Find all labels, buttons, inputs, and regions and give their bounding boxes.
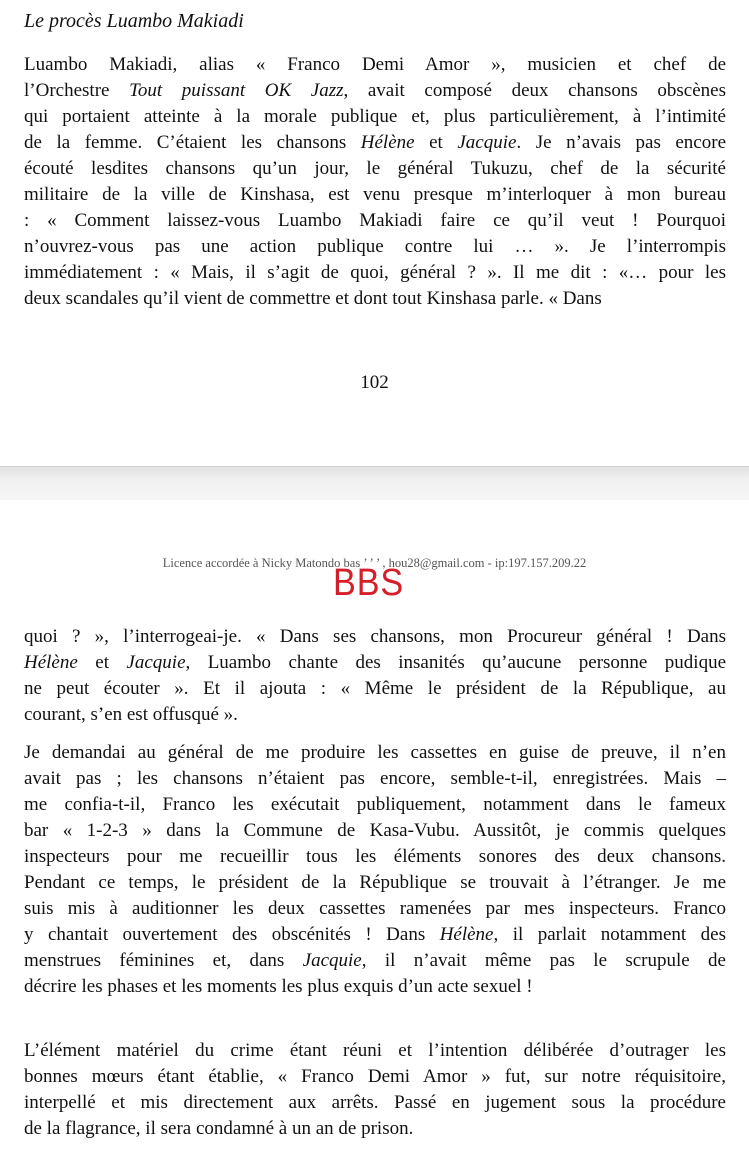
text-line [24,974,726,1000]
text-run: deux scandales qu’il vient de commettre et dont tout Kinshasa parle. « Dans [24,288,602,309]
text-run: , avait composé deux chansons obscènes [343,80,726,101]
text-run: quoi ? », l’interrogeai-je. « Dans ses chansons, mon Procureur général ! Dans [24,626,726,647]
paragraph-1 [24,52,726,312]
text-line [24,130,726,156]
text-run: L’élément matériel du crime étant réuni et l’intention délibérée d’outrager les [24,1040,726,1061]
text-run: , il parlait notamment des [493,924,726,945]
text-line [24,818,726,844]
page-separator [0,466,749,502]
page-number: 102 [360,372,389,393]
text-run: inspecteurs pour me recueillir tous les éléments sonores des deux chansons. [24,846,726,867]
italic-title: Jacquie [302,950,362,971]
text-run: Luambo Makiadi, alias « Franco Demi Amor », musicien et chef de [24,54,726,75]
text-line [24,208,726,234]
paragraph-4 [24,1038,726,1142]
italic-title: Jacquie [126,652,186,673]
licence-watermark: Licence accordée à Nicky Matondo bas ’ ’ ’ , hou28@gmail.com - ip:197.157.209.22 [162,556,587,570]
text-line [24,624,726,650]
text-run: . Je n’avais pas encore [516,132,726,153]
text-run: courant, s’en est offusqué ». [24,704,238,725]
italic-title: Hélène [360,132,415,153]
text-run: bonnes mœurs étant établie, « Franco Demi Amor » fut, sur notre réquisitoire, [24,1066,726,1087]
text-run: me confia-t-il, Franco les exécutait publiquement, notamment dans le fameux [24,794,726,815]
text-line [24,1116,726,1142]
text-line [24,1064,726,1090]
paragraph-3 [24,740,726,1000]
text-line [24,702,726,728]
text-run: ne peut écouter ». Et il ajouta : « Même le président de la République, au [24,678,726,699]
text-run: l’Orchestre [24,80,130,101]
text-line [24,156,726,182]
text-line [24,52,726,78]
text-line [24,896,726,922]
text-line [24,182,726,208]
text-run: de la femme. C’étaient les chansons [24,132,361,153]
text-run: menstrues féminines et, dans [24,950,303,971]
text-line [24,792,726,818]
text-run: immédiatement : « Mais, il s’agit de quoi, général ? ». Il me dit : «… pour les [24,262,726,283]
text-run: militaire de la ville de Kinshasa, est venu presque m’interloquer à mon bureau [24,184,726,205]
text-run: bar « 1-2-3 » dans la Commune de Kasa-Vubu. Aussitôt, je commis quelques [24,820,726,841]
text-line [24,78,726,104]
text-run: : « Comment laissez-vous Luambo Makiadi faire ce qu’il veut ! Pourquoi [24,210,726,231]
text-line [24,844,726,870]
text-line [24,948,726,974]
text-run: suis mis à auditionner les deux cassettes ramenées par mes inspecteurs. Franco [24,898,726,919]
text-run: interpellé et mis directement aux arrêts. Passé en jugement sous la procédure [24,1092,726,1113]
bbs-stamp: BBS [333,562,405,604]
text-run: , Luambo chante des insanités qu’aucune personne pudique [185,652,727,673]
italic-title: Tout puissant OK Jazz [129,80,344,101]
page-103 [0,500,749,1164]
paragraph-2 [24,624,726,728]
text-run: et [414,132,458,153]
text-line [24,260,726,286]
italic-title: Jacquie [457,132,517,153]
text-run: Je demandai au général de me produire les cassettes en guise de preuve, il n’en [24,742,726,763]
text-line [24,870,726,896]
text-line [24,1090,726,1116]
italic-title: Hélène [439,924,494,945]
text-run: y chantait ouvertement des obscénités ! Dans [24,924,440,945]
italic-title: Hélène [24,652,78,673]
text-line [24,922,726,948]
text-line [24,740,726,766]
text-line [24,104,726,130]
page-102 [0,0,749,466]
text-line [24,766,726,792]
text-line [24,234,726,260]
text-line [24,286,726,312]
text-run: avait pas ; les chansons n’étaient pas encore, semble-t-il, enregistrées. Mais – [24,768,726,789]
text-run: de la flagrance, il sera condamné à un an de prison. [24,1118,414,1139]
text-run: écouté lesdites chansons qu’un jour, le général Tukuzu, chef de la sécurité [24,158,726,179]
text-run: décrire les phases et les moments les plus exquis d’un acte sexuel ! [24,976,533,997]
text-run: n’ouvrez-vous pas une action publique contre lui … ». Je l’interrompis [24,236,726,257]
text-line [24,650,726,676]
text-run: et [77,652,127,673]
running-head: Le procès Luambo Makiadi [24,10,244,32]
text-line [24,676,726,702]
text-line [24,1038,726,1064]
text-run: Pendant ce temps, le président de la République se trouvait à l’étranger. Je me [24,872,726,893]
text-run: , il n’avait même pas le scrupule de [361,950,726,971]
text-run: qui portaient atteinte à la morale publique et, plus particulièrement, à l’intimité [24,106,726,127]
